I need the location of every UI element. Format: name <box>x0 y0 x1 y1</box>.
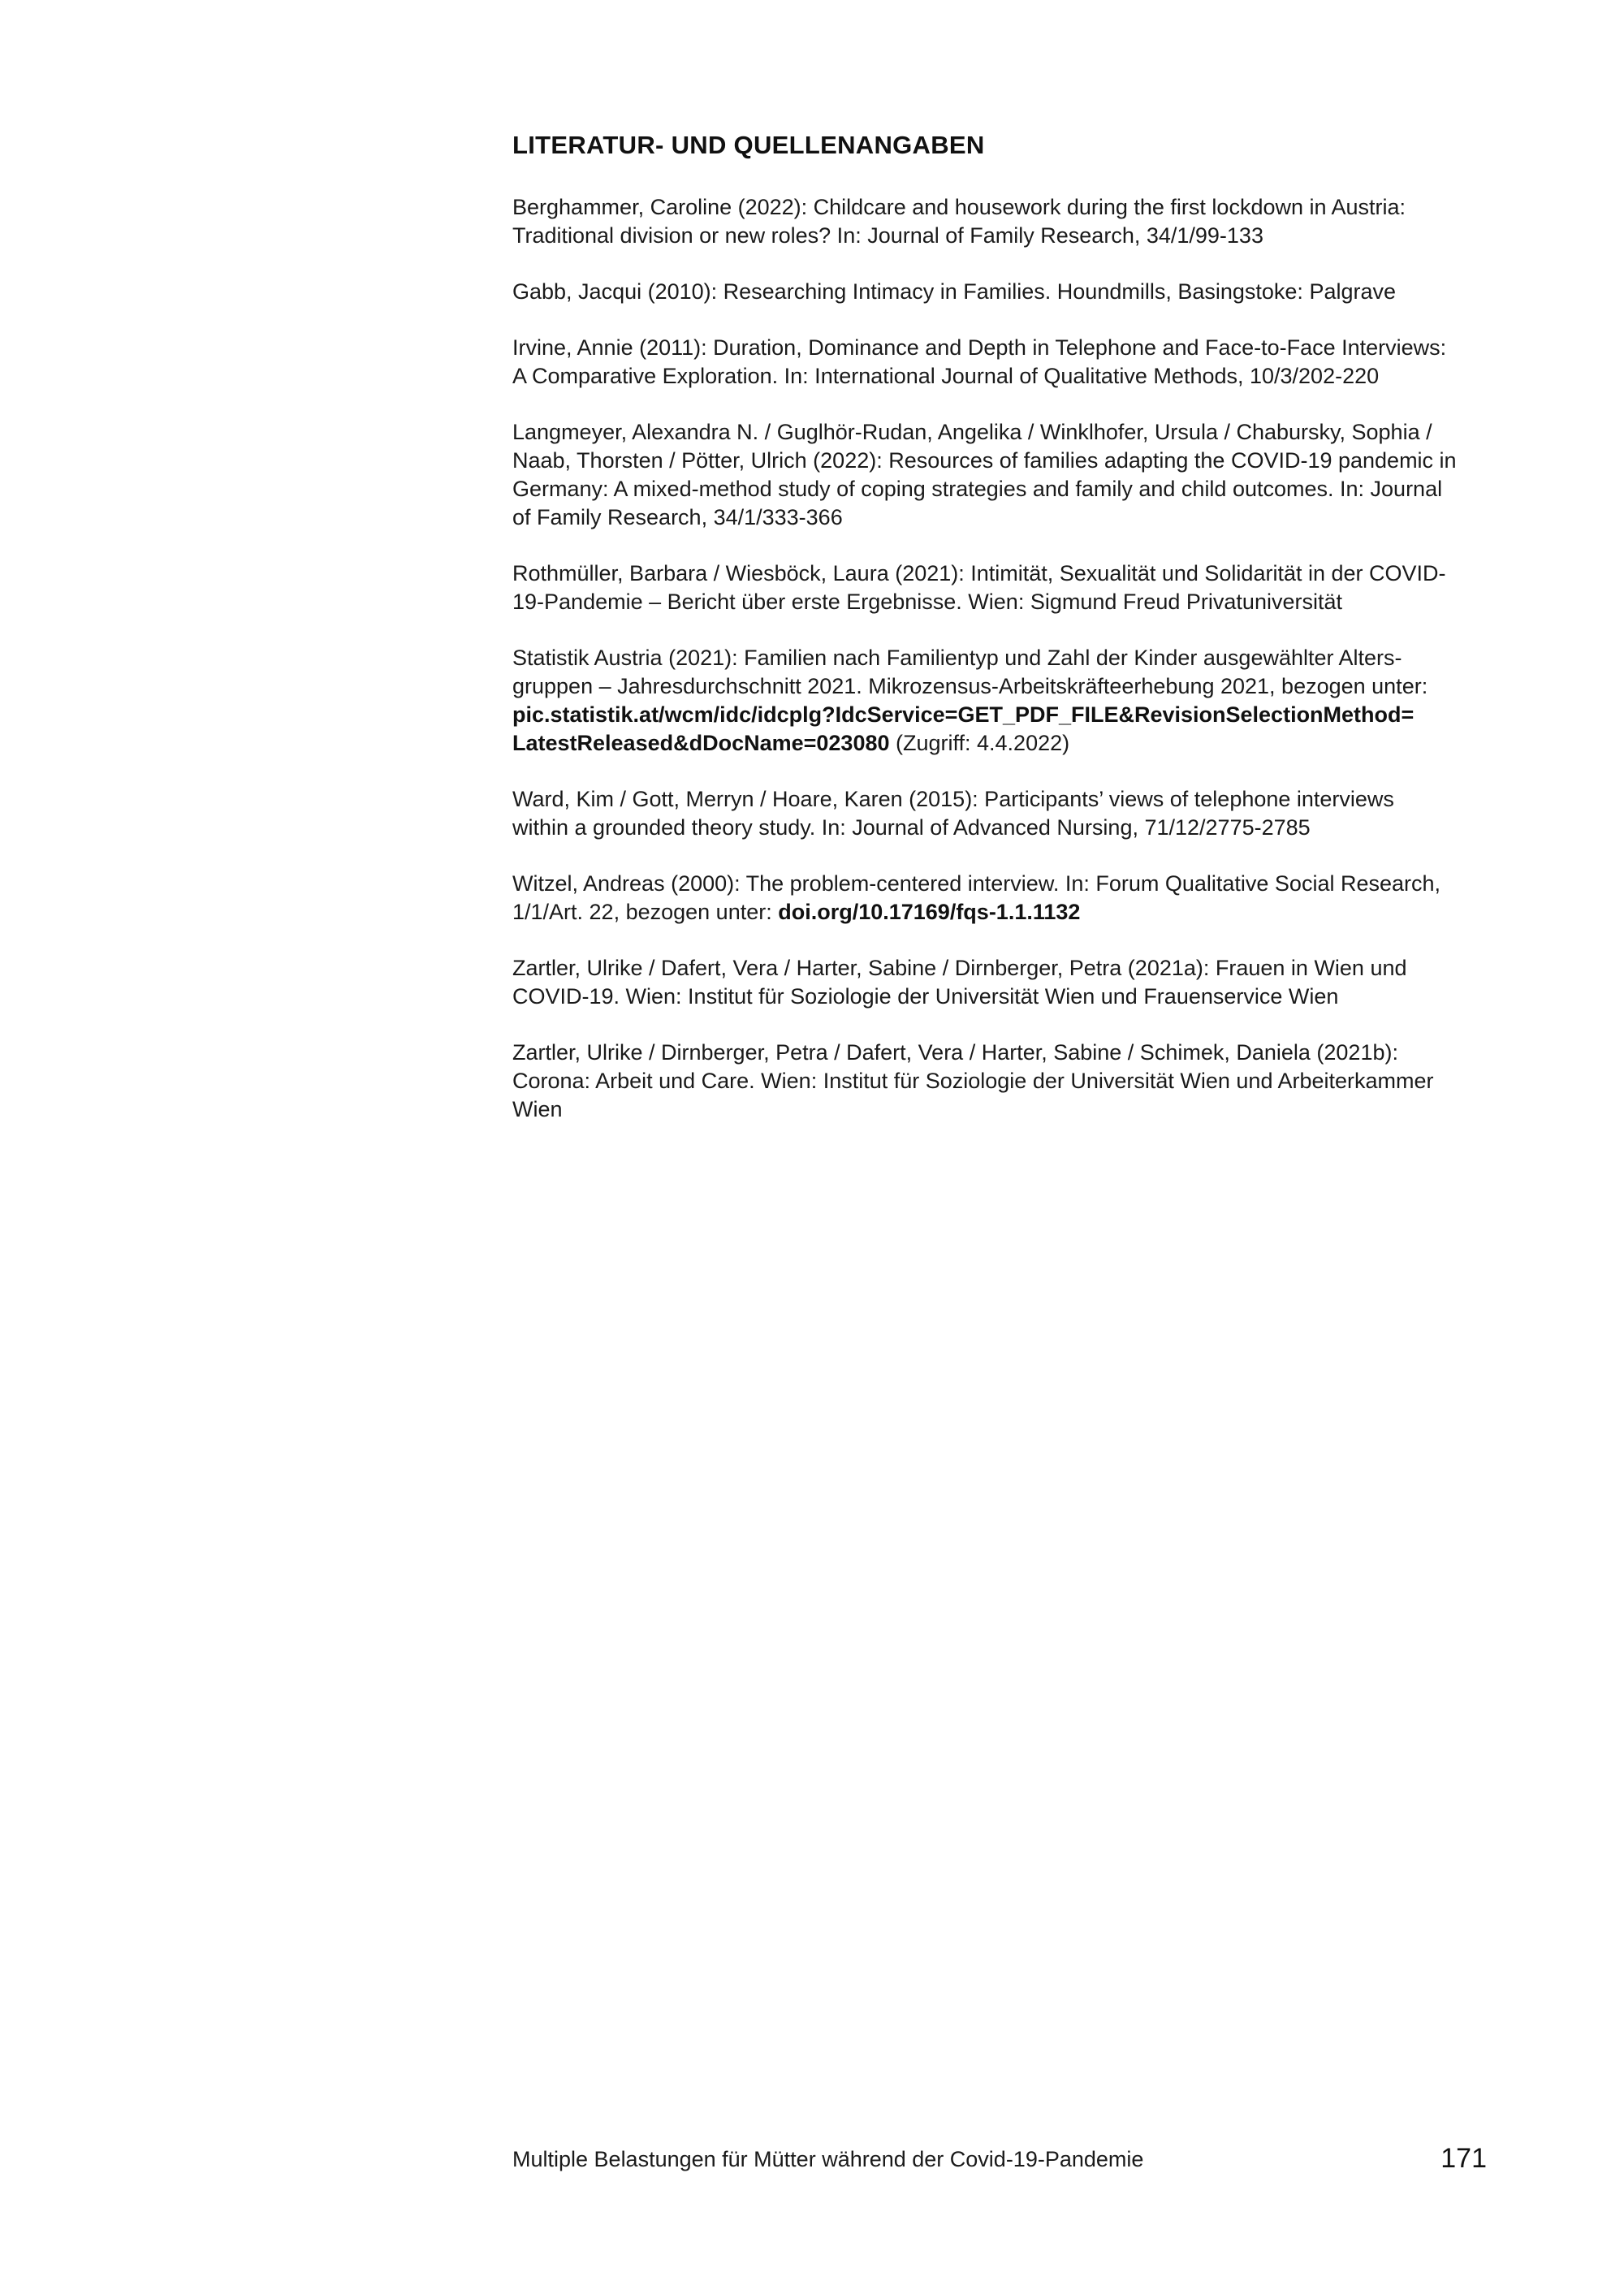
reference-line: Statistik Austria (2021): Familien nach Familientyp und Zahl der Kinder ausgewählter Alters- <box>512 646 1402 671</box>
reference-url[interactable]: LatestReleased&dDocName=023080 <box>512 730 890 755</box>
reference-langmeyer-2022 <box>512 418 1487 531</box>
page-footer <box>512 2142 1487 2175</box>
reference-doi-link[interactable]: doi.org/10.17169/fqs-1.1.1132 <box>778 899 1081 924</box>
reference-url[interactable]: pic.statistik.at/wcm/idc/idcplg?IdcService=GET_PDF_FILE&RevisionSelectionMethod= <box>512 702 1415 727</box>
reference-line: Zartler, Ulrike / Dirnberger, Petra / Dafert, Vera / Harter, Sabine / Schimek, Daniela (2021b): <box>512 1040 1398 1065</box>
section-heading: LITERATUR- UND QUELLENANGABEN <box>512 131 985 159</box>
reference-line: Corona: Arbeit und Care. Wien: Institut für Soziologie der Universität Wien und Arbeiterkammer <box>512 1069 1434 1094</box>
reference-line: Irvine, Annie (2011): Duration, Dominance and Depth in Telephone and Face-to-Face Interviews: <box>512 335 1447 361</box>
reference-berghammer-2022 <box>512 193 1487 250</box>
page-number: 171 <box>1440 2143 1487 2174</box>
reference-line: COVID-19. Wien: Institut für Soziologie der Universität Wien und Frauenservice Wien <box>512 983 1339 1009</box>
reference-line: Rothmüller, Barbara / Wiesböck, Laura (2021): Intimität, Sexualität und Solidarität in der COVID- <box>512 561 1446 586</box>
reference-zartler-2021a <box>512 954 1487 1011</box>
reference-rothmueller-2021 <box>512 559 1487 616</box>
reference-line: Ward, Kim / Gott, Merryn / Hoare, Karen (2015): Participants’ views of telephone interviews <box>512 786 1394 811</box>
reference-line: Wien <box>512 1096 563 1121</box>
access-date: (Zugriff: 4.4.2022) <box>889 730 1070 755</box>
reference-line: Traditional division or new roles? In: Journal of Family Research, 34/1/99-133 <box>512 222 1263 248</box>
reference-witzel-2000 <box>512 870 1487 927</box>
reference-line: Langmeyer, Alexandra N. / Guglhör-Rudan, Angelika / Winklhofer, Ursula / Chabursky, Sophia / <box>512 420 1432 445</box>
reference-line: Gabb, Jacqui (2010): Researching Intimacy in Families. Houndmills, Basingstoke: Palgrave <box>512 279 1397 305</box>
reference-line: Naab, Thorsten / Pötter, Ulrich (2022): Resources of families adapting the COVID-19 pandemic in <box>512 448 1457 473</box>
reference-gabb-2010 <box>512 278 1487 306</box>
reference-line: Witzel, Andreas (2000): The problem-centered interview. In: Forum Qualitative Social Research, <box>512 871 1441 896</box>
reference-line: within a grounded theory study. In: Journal of Advanced Nursing, 71/12/2775-2785 <box>512 814 1311 840</box>
reference-line-prefix: 1/1/Art. 22, bezogen unter: <box>512 899 779 924</box>
reference-ward-2015 <box>512 785 1487 842</box>
references-section <box>512 128 1487 1151</box>
footer-title: Multiple Belastungen für Mütter während der Covid-19-Pandemie <box>512 2147 1144 2171</box>
reference-line: 19-Pandemie – Bericht über erste Ergebnisse. Wien: Sigmund Freud Privatuniversität <box>512 589 1342 614</box>
reference-irvine-2011 <box>512 334 1487 391</box>
reference-line: gruppen – Jahresdurchschnitt 2021. Mikrozensus-Arbeitskräfteerhebung 2021, bezogen unter: <box>512 674 1428 699</box>
reference-zartler-2021b <box>512 1039 1487 1123</box>
reference-line: Germany: A mixed-method study of coping strategies and family and child outcomes. In: Journal <box>512 477 1443 502</box>
reference-line: of Family Research, 34/1/333-366 <box>512 504 843 529</box>
reference-line: A Comparative Exploration. In: International Journal of Qualitative Methods, 10/3/202-220 <box>512 364 1380 389</box>
reference-line: Berghammer, Caroline (2022): Childcare and housework during the first lockdown in Austria: <box>512 195 1406 219</box>
reference-line: Zartler, Ulrike / Dafert, Vera / Harter, Sabine / Dirnberger, Petra (2021a): Frauen in Wien und <box>512 956 1407 981</box>
reference-statistik-austria-2021 <box>512 644 1487 757</box>
